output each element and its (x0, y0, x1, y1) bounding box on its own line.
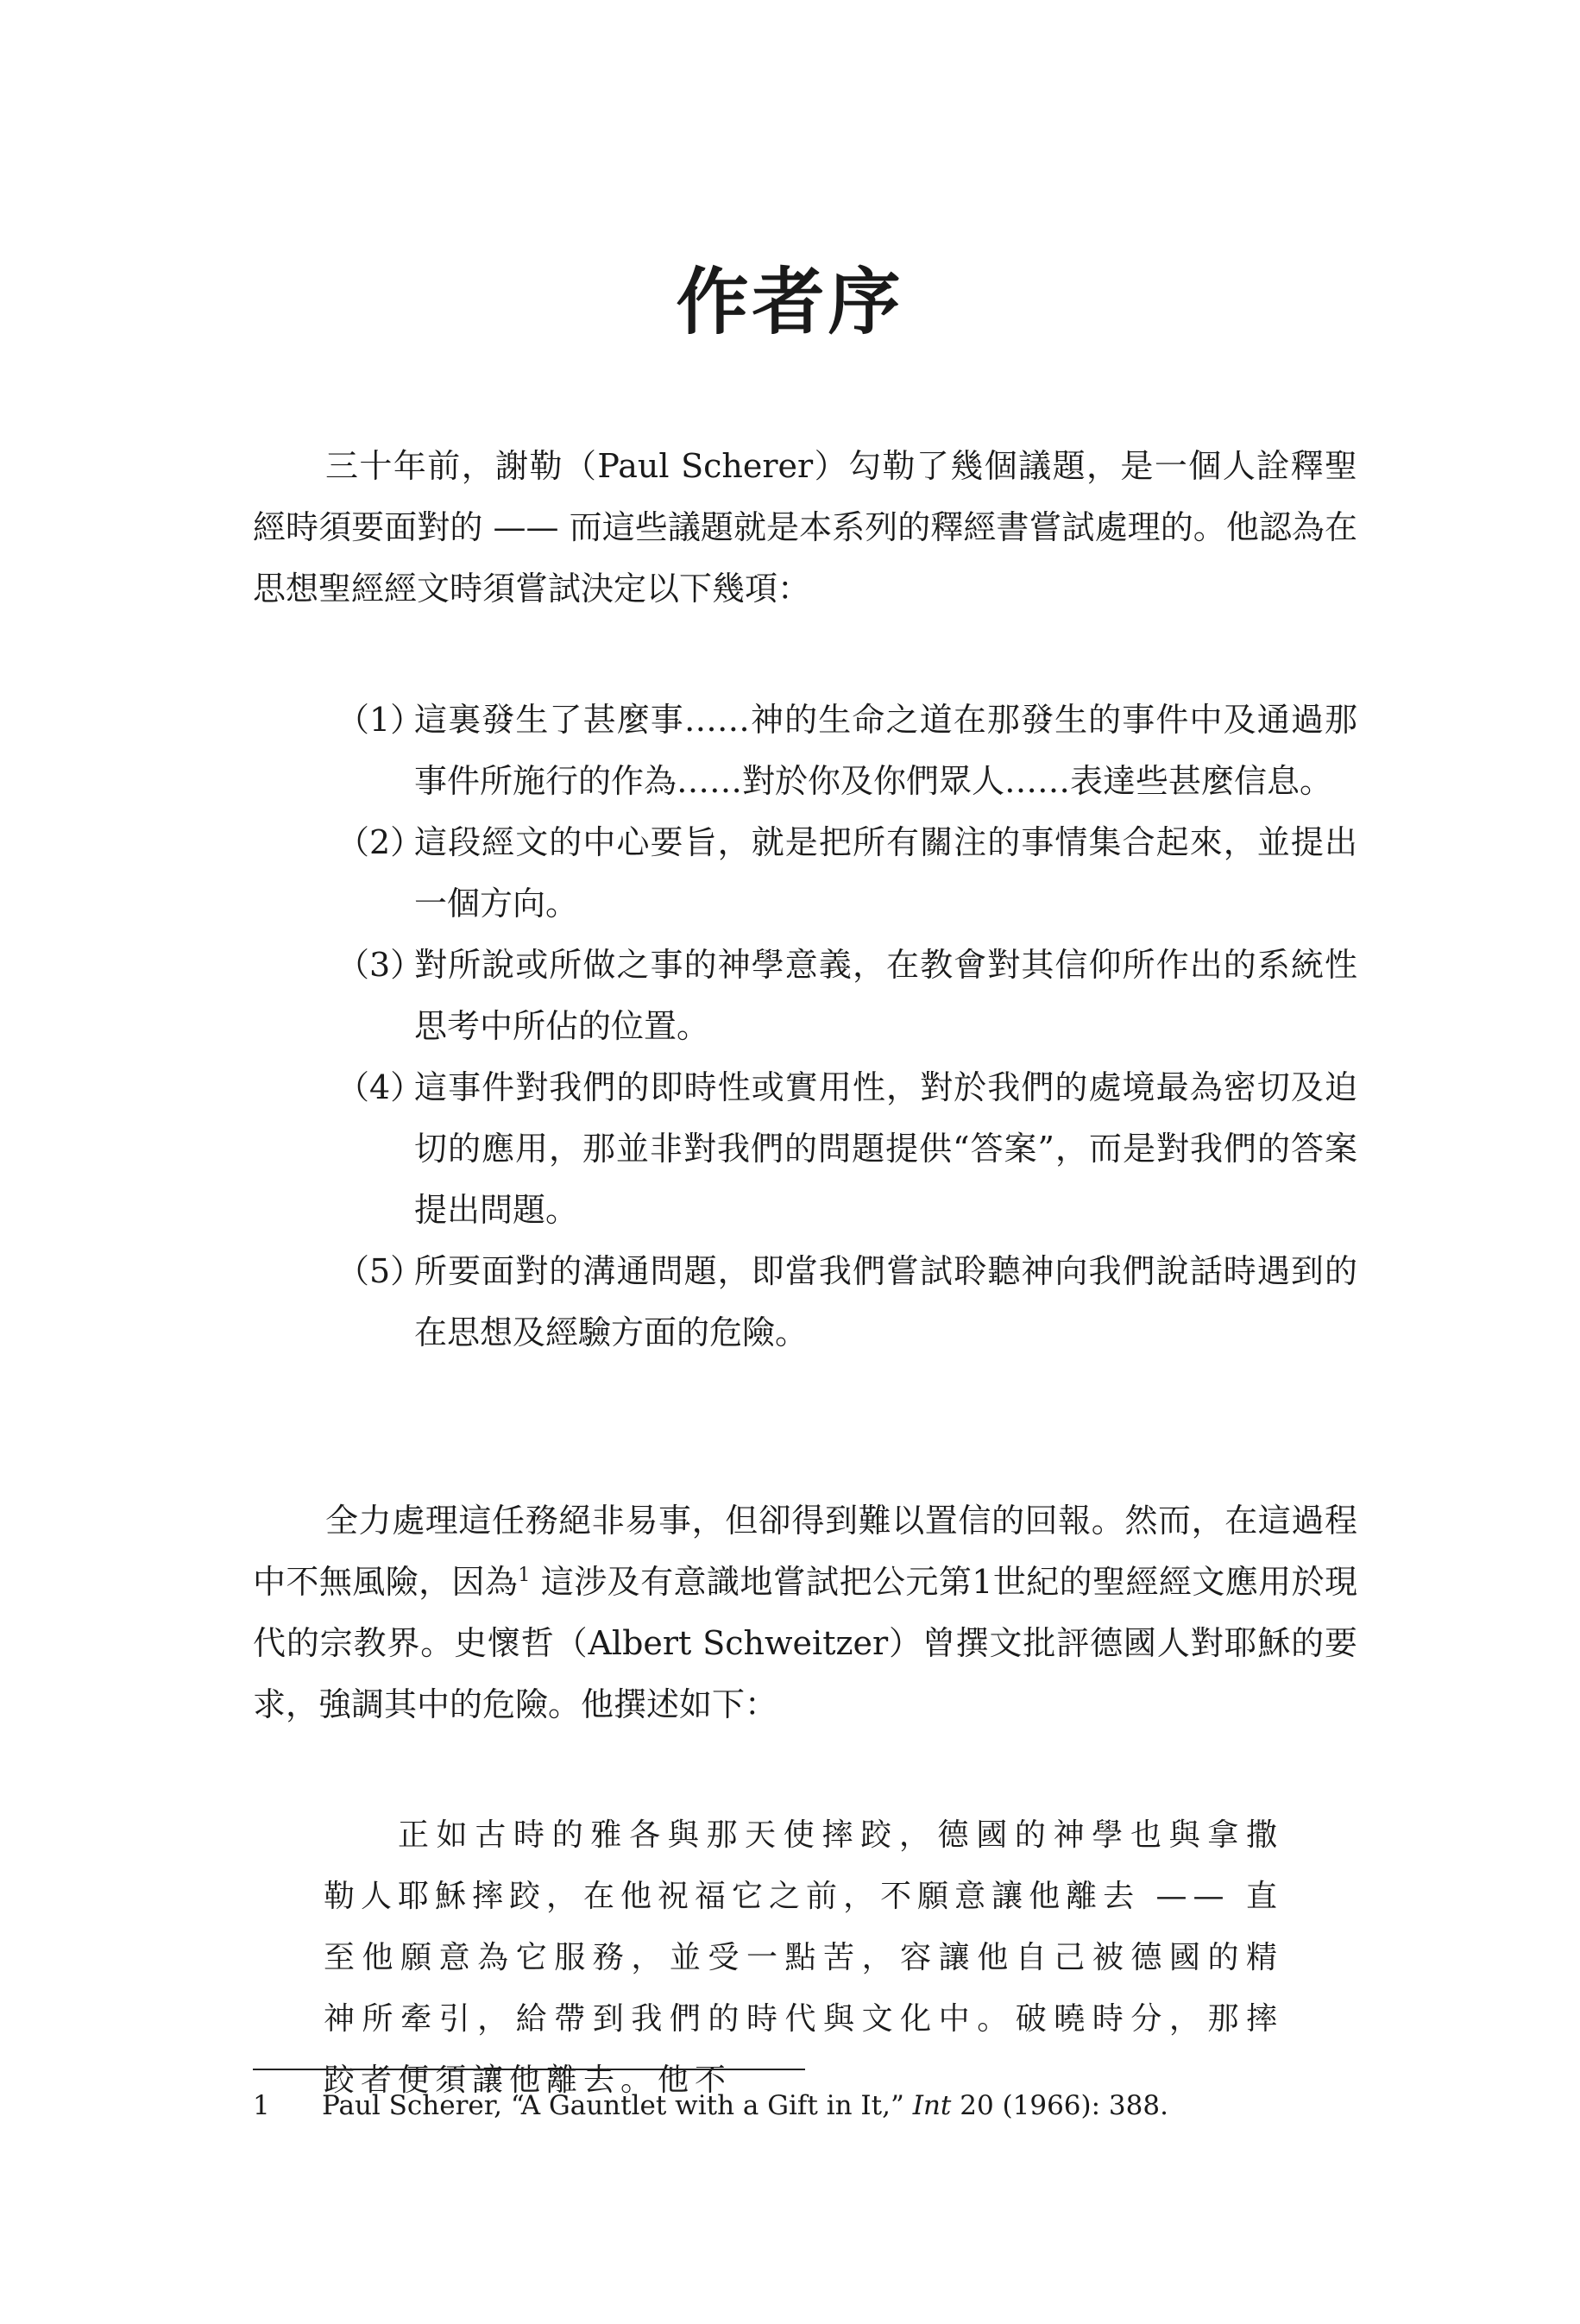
list-item-number: （2） (337, 823, 424, 861)
footnote-number: 1 (253, 2090, 270, 2121)
footnote (253, 2086, 1357, 2126)
list-item (337, 935, 1357, 1057)
list-item (337, 1057, 1357, 1241)
footnote-reference: 1 (518, 1565, 531, 1586)
block-quote: 正如古時的雅各與那天使摔跤，德國的神學也與拿撒勒人耶穌摔跤，在他祝福它之前，不願意讓他離去 —— 直至他願意為它服務，並受一點苦，容讓他自己被德國的精神所牽引，給帶到我們的時代與文化中。破曉時分，那摔跤者便須讓他離去。他不 (324, 1817, 1283, 2098)
second-paragraph-text-start: 全力處理這任務絕非易事，但卻得到難以置信的回報。然而，在這過程中不無風險，因為 (253, 1502, 1357, 1601)
list-item-text: 這裏發生了甚麼事……神的生命之道在那發生的事件中及通過那事件所施行的作為……對於你及你們眾人……表達些甚麼信息。 (414, 701, 1357, 800)
list-item-text: 這段經文的中心要旨，就是把所有關注的事情集合起來，並提出一個方向。 (414, 823, 1357, 923)
intro-paragraph: 三十年前，謝勒（Paul Scherer）勾勒了幾個議題，是一個人詮釋聖經時須要面對的 —— 而這些議題就是本系列的釋經書嘗試處理的。他認為在思想聖經經文時須嘗試決定以下幾項： (253, 447, 1357, 608)
footnote-divider (253, 2069, 805, 2070)
footnote-text-start: Paul Scherer, “A Gauntlet with a Gift in It,” (322, 2090, 913, 2121)
page-title: 作者序 (676, 260, 904, 344)
list-item-number: （1） (337, 701, 424, 739)
list-item-number: （5） (337, 1252, 424, 1290)
list-item-text: 這事件對我們的即時性或實用性，對於我們的處境最為密切及迫切的應用，那並非對我們的問題提供“答案”，而是對我們的答案提出問題。 (414, 1068, 1357, 1229)
footnote-journal: Int (912, 2090, 952, 2121)
list-item-text: 對所說或所做之事的神學意義，在教會對其信仰所作出的系統性思考中所佔的位置。 (414, 946, 1357, 1045)
list-item-number: （3） (337, 946, 424, 984)
list-item (337, 690, 1357, 812)
list-item-text: 所要面對的溝通問題，即當我們嘗試聆聽神向我們說話時遇到的在思想及經驗方面的危險。 (414, 1252, 1357, 1351)
second-paragraph-text-end: 這涉及有意識地嘗試把公元第1世紀的聖經經文應用於現代的宗教界。史懷哲（Albert Schweitzer）曾撰文批評德國人對耶穌的要求，強調其中的危險。他撰述如下： (253, 1563, 1357, 1723)
numbered-list (337, 690, 1357, 1364)
second-paragraph (253, 1490, 1357, 1735)
list-item-number: （4） (337, 1068, 424, 1106)
list-item (337, 1241, 1357, 1364)
footnote-text-end: 20 (1966): 388. (951, 2090, 1168, 2121)
list-item (337, 812, 1357, 935)
